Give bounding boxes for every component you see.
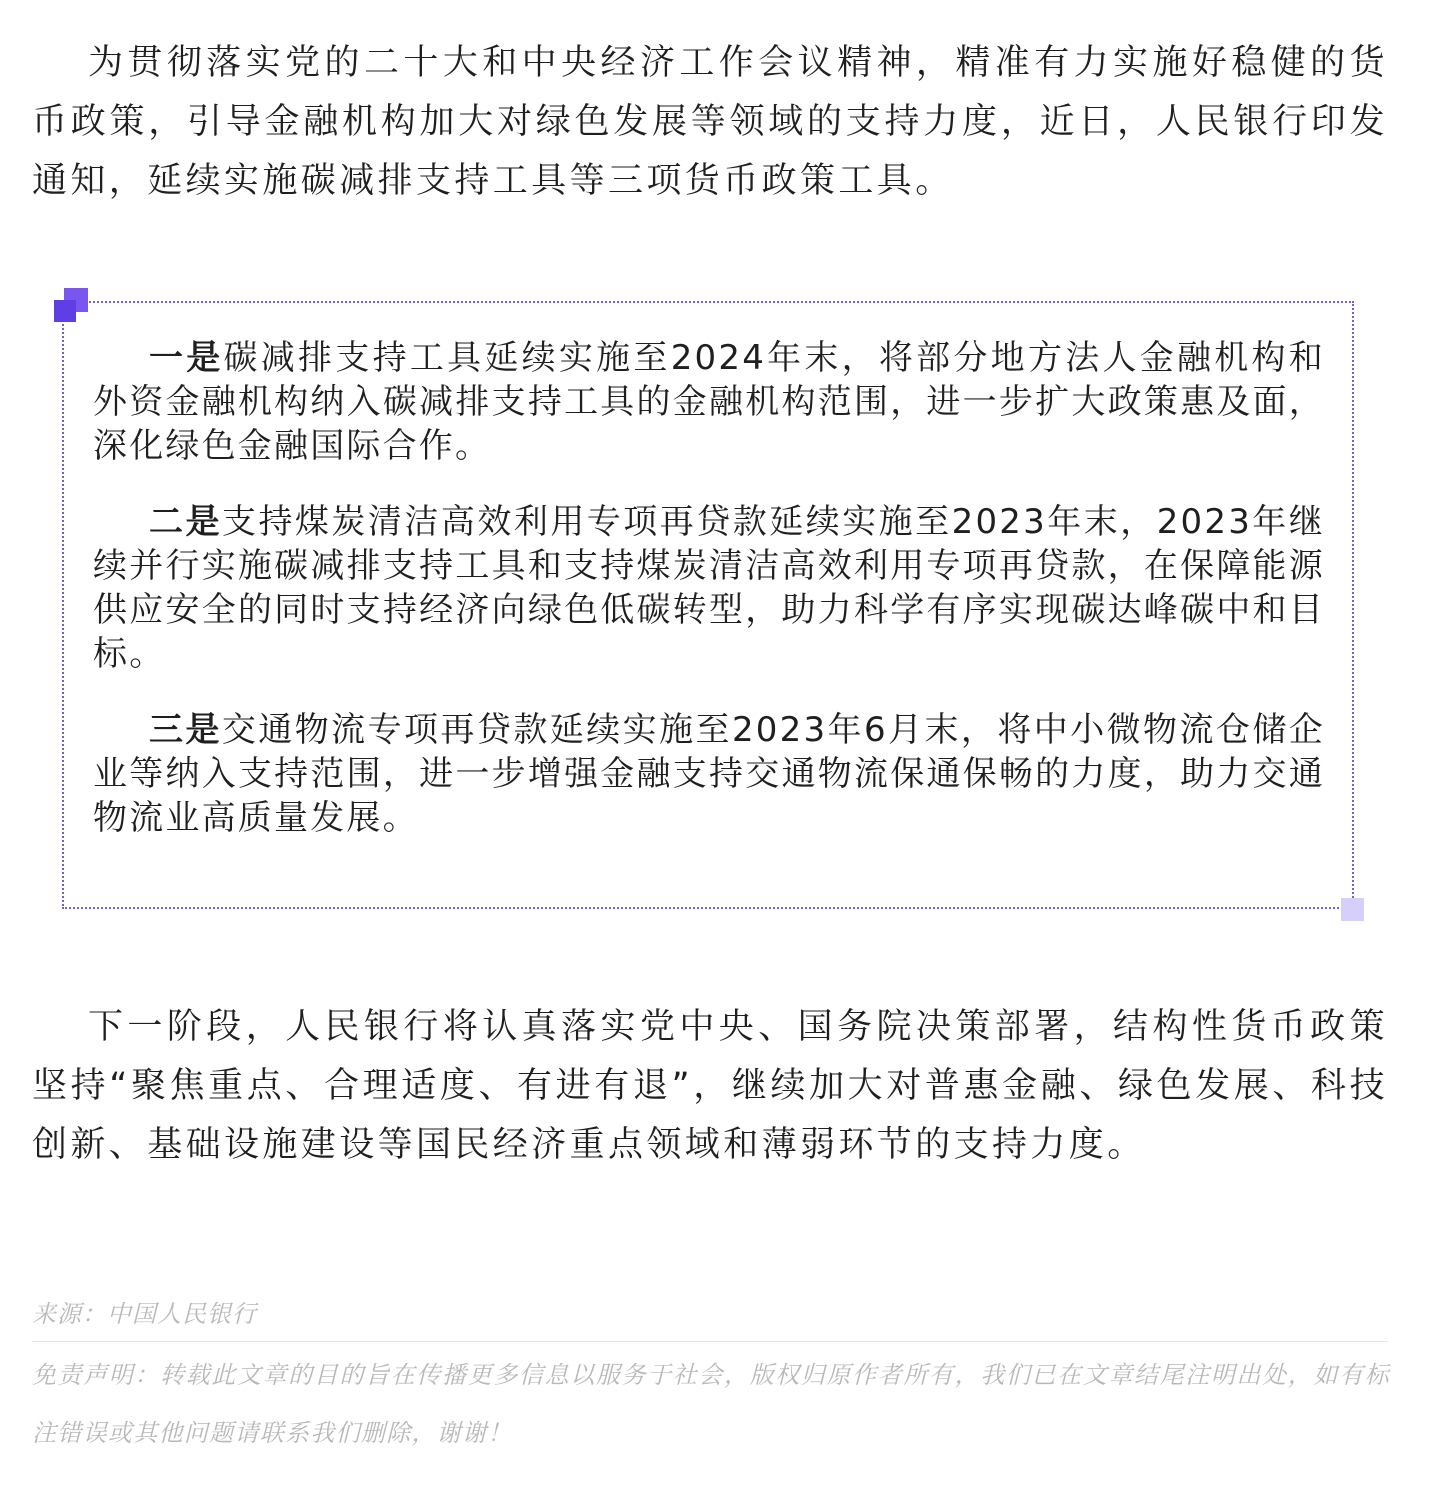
- corner-decoration-icon: [54, 288, 88, 324]
- policy-point-2: [93, 500, 1325, 676]
- source-line: 来源：中国人民银行: [32, 1300, 257, 1328]
- policy-point-3: [93, 708, 1325, 840]
- disclaimer: 免责声明：转载此文章的目的旨在传播更多信息以服务于社会，版权归原作者所有，我们已在文章结尾注明出处，如有标注错误或其他问题请联系我们删除，谢谢！: [32, 1361, 1390, 1447]
- point-2-text: 支持煤炭清洁高效利用专项再贷款延续实施至2023年末，2023年继续并行实施碳减排支持工具和支持煤炭清洁高效利用专项再贷款，在保障能源供应安全的同时支持经济向绿色低碳转型，助力科学有序实现碳达峰碳中和目标。: [93, 502, 1325, 674]
- point-3-text: 交通物流专项再贷款延续实施至2023年6月末，将中小微物流仓储企业等纳入支持范围，进一步增强金融支持交通物流保通保畅的力度，助力交通物流业高质量发展。: [93, 710, 1325, 838]
- footer-divider: [32, 1341, 1388, 1342]
- point-1-text: 碳减排支持工具延续实施至2024年末，将部分地方法人金融机构和外资金融机构纳入碳减排支持工具的金融机构范围，进一步扩大政策惠及面，深化绿色金融国际合作。: [93, 338, 1325, 466]
- point-1-lead: 一是: [149, 338, 224, 378]
- point-3-lead: 三是: [149, 710, 222, 750]
- outro-paragraph: 下一阶段，人民银行将认真落实党中央、国务院决策部署，结构性货币政策坚持“聚焦重点、合理适度、有进有退”，继续加大对普惠金融、绿色发展、科技创新、基础设施建设等国民经济重点领域和薄弱环节的支持力度。: [32, 1007, 1388, 1165]
- policy-point-1: [93, 336, 1325, 468]
- point-2-lead: 二是: [149, 502, 222, 542]
- corner-square-icon: [1341, 898, 1364, 921]
- intro-paragraph: 为贯彻落实党的二十大和中央经济工作会议精神，精准有力实施好稳健的货币政策，引导金融机构加大对绿色发展等领域的支持力度，近日，人民银行印发通知，延续实施碳减排支持工具等三项货币政策工具。: [32, 43, 1388, 201]
